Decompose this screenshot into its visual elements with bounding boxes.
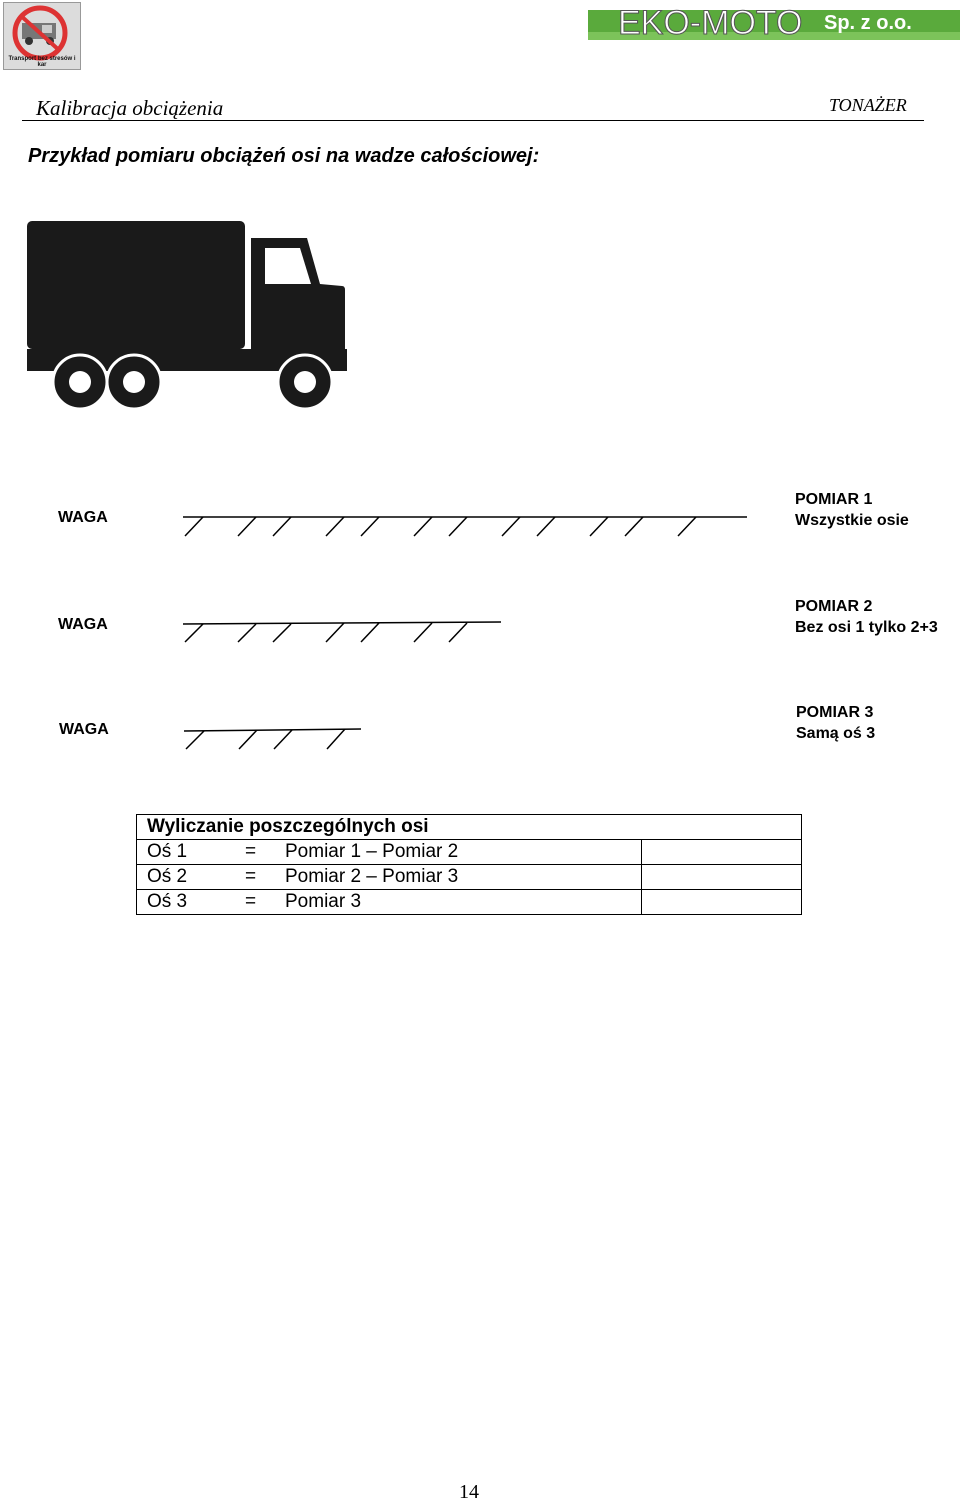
measurement-2-title: POMIAR 2 [795,598,873,615]
scale-label-1: WAGA [58,509,108,526]
measurement-1-desc: Wszystkie osie [795,512,909,529]
table-row [137,840,802,865]
table-title: Wyliczanie poszczególnych osi [137,815,802,840]
page-number: 14 [459,1481,479,1503]
measurement-3-title: POMIAR 3 [796,704,874,721]
measurement-1 [795,489,909,531]
empty-cell [642,840,802,865]
header-left-title: Kalibracja obciążenia [36,96,224,120]
logo-suffix-text: Sp. z o.o. [824,12,912,34]
table-title-row [137,815,802,840]
equals-sign: = [245,866,257,887]
section-heading: Przykład pomiaru obciążeń osi na wadze całościowej: [28,145,540,167]
measurement-2-desc: Bez osi 1 tylko 2+3 [795,619,938,636]
header-divider [22,120,924,121]
axle-calculation-table [136,814,802,915]
measurement-2 [795,596,938,638]
axle-formula: Pomiar 1 – Pomiar 2 [285,841,459,862]
eko-moto-logo [588,0,960,48]
scale-platform-1 [183,512,749,540]
measurement-3 [796,702,875,744]
scale-label-3: WAGA [59,721,109,738]
axle-formula: Pomiar 2 – Pomiar 3 [285,866,459,887]
logo-brand-text: EKO-MOTO [618,4,803,42]
empty-cell [642,865,802,890]
badge-caption: Transport bez stresów i kar [8,56,76,68]
axle-name: Oś 3 [147,891,188,912]
header-right-title: TONAŻER [829,95,907,115]
table-row [137,890,802,915]
equals-sign: = [245,841,257,862]
company-badge-logo [3,2,81,70]
measurement-3-desc: Samą oś 3 [796,725,876,742]
axle-name: Oś 1 [147,841,188,862]
axle-formula: Pomiar 3 [285,891,362,912]
scale-platform-3 [184,724,364,752]
equals-sign: = [245,891,257,912]
scale-platform-2 [183,618,503,646]
truck-icon [24,218,349,414]
measurement-1-title: POMIAR 1 [795,491,873,508]
axle-name: Oś 2 [147,866,188,887]
table-row [137,865,802,890]
empty-cell [642,890,802,915]
scale-label-2: WAGA [58,616,108,633]
